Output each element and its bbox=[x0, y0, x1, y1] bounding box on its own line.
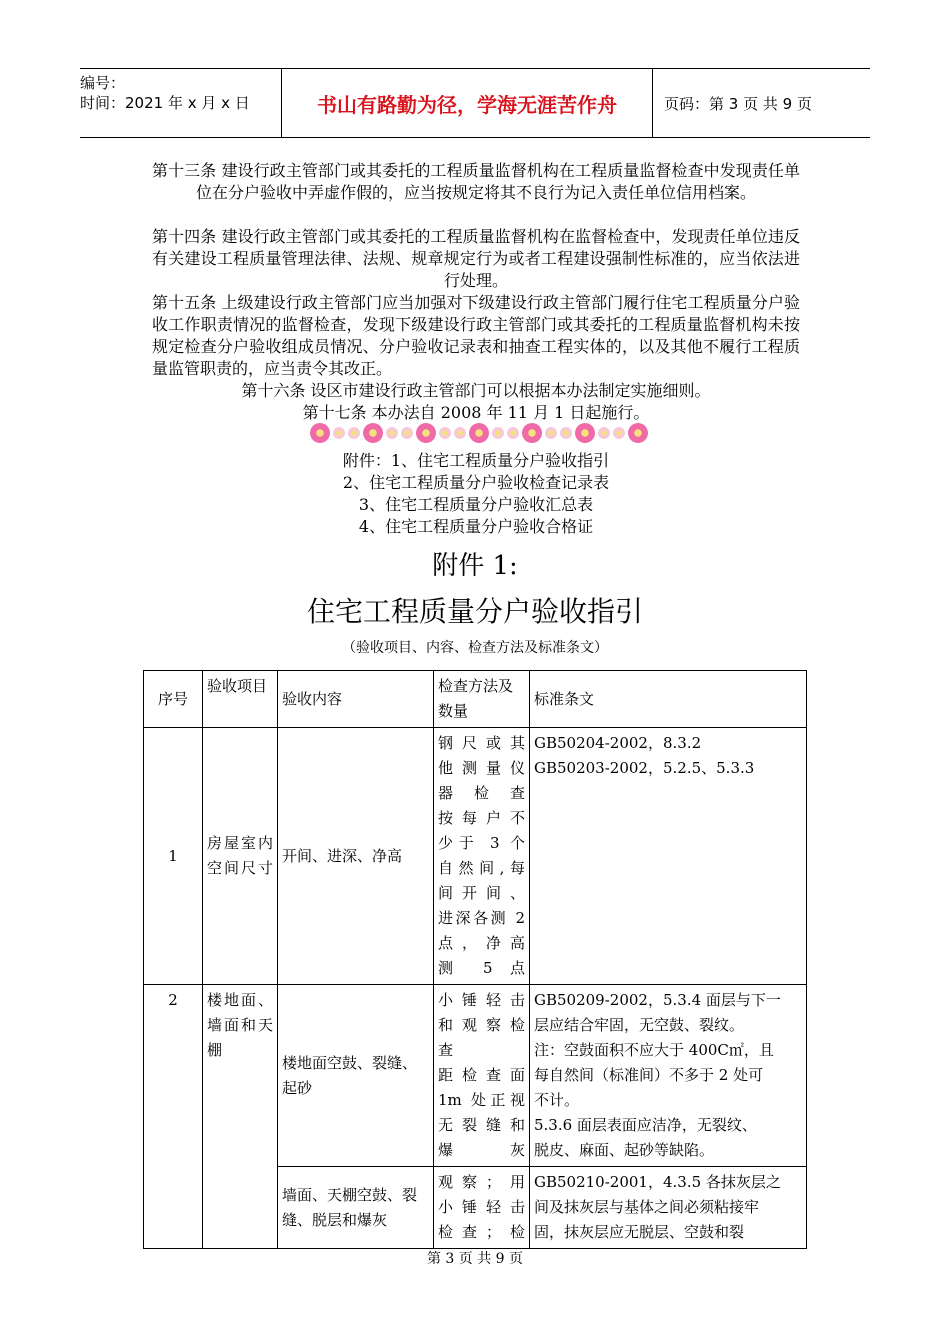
header-no: 序号 bbox=[144, 671, 203, 728]
row-standard: GB50209-2002，5.3.4 面层与下一 层应结合牢固，无空鼓、裂纹。 注：空鼓面积不应大于 400C㎡，且 每自然间（标准间）不多于 2 处可 不计。 5.3.6 面层表面应洁净，无裂纹、 脱皮、麻面、起砂等缺陷。 bbox=[530, 985, 807, 1167]
article-17: 第十七条 本办法自 2008 年 11 月 1 日起施行。 bbox=[302, 403, 650, 422]
attachment-2: 2、住宅工程质量分户验收检查记录表 bbox=[342, 473, 610, 492]
sparkle-icon bbox=[348, 427, 360, 439]
flower-icon bbox=[310, 423, 330, 443]
flower-icon bbox=[416, 423, 436, 443]
attachment-3: 3、住宅工程质量分户验收汇总表 bbox=[358, 495, 594, 514]
row-content: 开间、进深、净高 bbox=[278, 728, 434, 985]
sparkle-icon bbox=[613, 427, 625, 439]
header-item: 验收项目 bbox=[203, 671, 278, 728]
time-label: 时间：2021 年 x 月 x 日 bbox=[80, 94, 250, 112]
annex-heading: 附件 1: bbox=[432, 551, 518, 581]
row-standard: GB50210-2001，4.3.5 各抹灰层之 间及抹灰层与基体之间必须粘接牢 固，抹灰层应无脱层、空鼓和裂 bbox=[530, 1167, 807, 1249]
attachment-4: 4、住宅工程质量分户验收合格证 bbox=[358, 517, 594, 536]
article-16: 第十六条 设区市建设行政主管部门可以根据本办法制定实施细则。 bbox=[241, 381, 711, 400]
annex-subtitle: （验收项目、内容、检查方法及标准条文） bbox=[342, 640, 608, 656]
flower-divider bbox=[310, 422, 648, 444]
sparkle-icon bbox=[386, 427, 398, 439]
sparkle-icon bbox=[598, 427, 610, 439]
flower-icon bbox=[575, 423, 595, 443]
flower-icon bbox=[628, 423, 648, 443]
flower-icon bbox=[363, 423, 383, 443]
header-motto: 书山有路勤为径，学海无涯苦作舟 bbox=[281, 69, 653, 137]
row-content: 楼地面空鼓、裂缝、起砂 bbox=[278, 985, 434, 1167]
row-standard: GB50204-2002，8.3.2 GB50203-2002，5.2.5、5.3.3 bbox=[530, 728, 807, 985]
header-method: 检查方法及数量 bbox=[434, 671, 530, 728]
table-row bbox=[144, 985, 807, 1167]
page-footer: 第 3 页 共 9 页 bbox=[426, 1251, 524, 1267]
page-header bbox=[80, 68, 870, 138]
sparkle-icon bbox=[545, 427, 557, 439]
row-item: 楼地面、墙面和天棚 bbox=[203, 985, 278, 1249]
flower-icon bbox=[522, 423, 542, 443]
row-no: 2 bbox=[144, 985, 203, 1249]
header-page-info: 页码：第 3 页 共 9 页 bbox=[664, 94, 812, 113]
row-content: 墙面、天棚空鼓、裂缝、脱层和爆灰 bbox=[278, 1167, 434, 1249]
sparkle-icon bbox=[454, 427, 466, 439]
row-item: 房屋室内空间尺寸 bbox=[203, 728, 278, 985]
sparkle-icon bbox=[401, 427, 413, 439]
row-no: 1 bbox=[144, 728, 203, 985]
sparkle-icon bbox=[439, 427, 451, 439]
row-method: 小锤轻击 和观察检 查 距检查面 1m 处正视 无裂缝和 爆灰 bbox=[434, 985, 530, 1167]
header-meta bbox=[80, 69, 280, 137]
table-header-row bbox=[144, 671, 807, 728]
number-label: 编号： bbox=[80, 74, 126, 92]
article-13: 第十三条 建设行政主管部门或其委托的工程质量监督机构在工程质量监督检查中发现责任单位在分户验收中弄虚作假的，应当按规定将其不良行为记入责任单位信用档案。 bbox=[152, 161, 800, 202]
sparkle-icon bbox=[507, 427, 519, 439]
header-content: 验收内容 bbox=[278, 671, 434, 728]
article-14: 第十四条 建设行政主管部门或其委托的工程质量监督机构在监督检查中，发现责任单位违反有关建设工程质量管理法律、法规、规章规定行为或者工程建设强制性标准的，应当依法进行处理。 bbox=[152, 227, 800, 290]
sparkle-icon bbox=[333, 427, 345, 439]
annex-title: 住宅工程质量分户验收指引 bbox=[306, 595, 643, 628]
sparkle-icon bbox=[492, 427, 504, 439]
sparkle-icon bbox=[560, 427, 572, 439]
row-method: 观察；用 小锤轻击 检查；检 bbox=[434, 1167, 530, 1249]
table-row bbox=[144, 728, 807, 985]
acceptance-table bbox=[143, 670, 807, 1249]
article-15: 第十五条 上级建设行政主管部门应当加强对下级建设行政主管部门履行住宅工程质量分户验收工作职责情况的监督检查，发现下级建设行政主管部门或其委托的工程质量监督机构未按规定检查分户验收组成员情况、分户验收记录表和抽查工程实体的，以及其他不履行工程质量监管职责的，应当责令其改正。 bbox=[152, 293, 800, 378]
flower-icon bbox=[469, 423, 489, 443]
header-standard: 标准条文 bbox=[530, 671, 807, 728]
row-method: 钢尺或其 他测量仪 器检查 按每户不 少于 3 个 自然间,每 间开间、 进深各测 2 点，净高 测 5 点 bbox=[434, 728, 530, 985]
attachment-1: 附件：1、住宅工程质量分户验收指引 bbox=[342, 451, 610, 470]
